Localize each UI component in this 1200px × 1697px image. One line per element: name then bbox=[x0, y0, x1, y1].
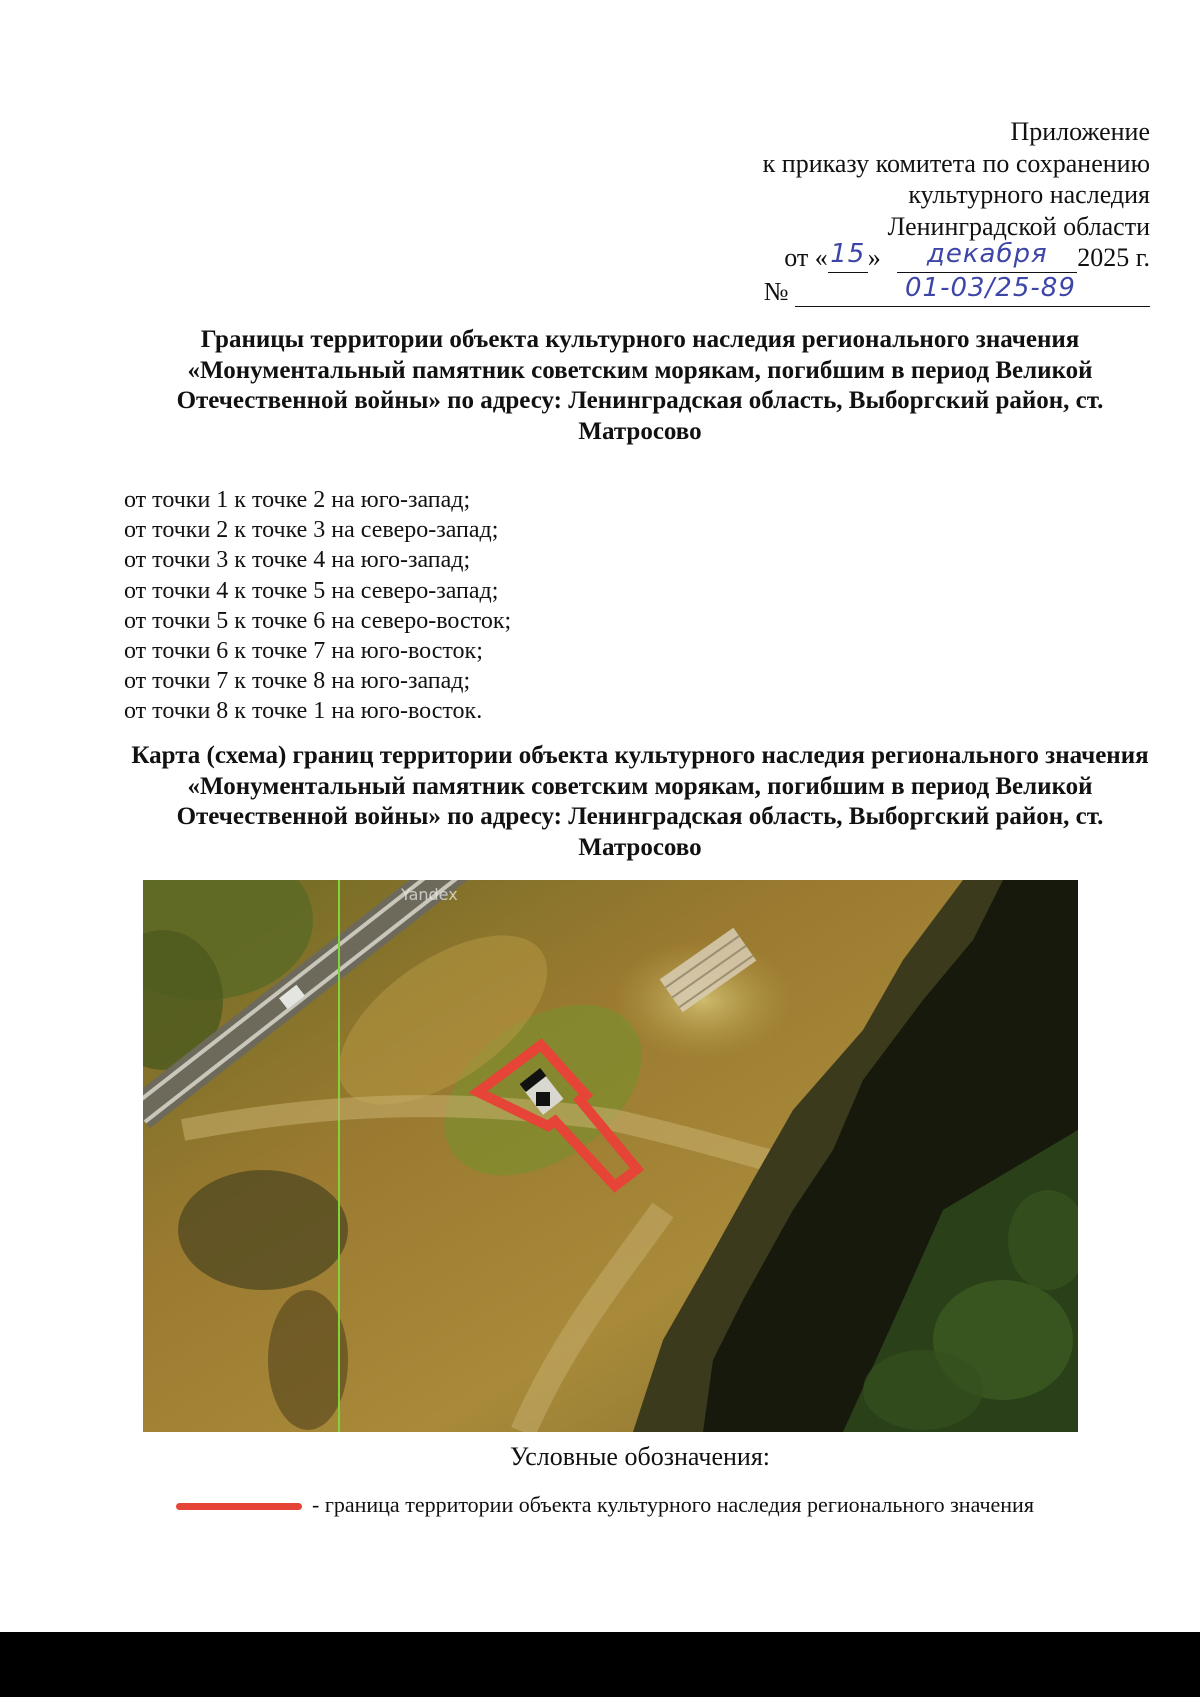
direction-item: от точки 5 к точке 6 на северо-восток; bbox=[124, 607, 512, 634]
document-title: Границы территории объекта культурного наследия регионального значения «Монументальный памятник советским морякам, погибшим в период Великой Отечественной войны» по адресу: Ленинградская область, Выборгский район, ст. Матросово bbox=[176, 326, 1104, 445]
appendix-line-4: Ленинградской области bbox=[887, 211, 1150, 241]
direction-item: от точки 4 к точке 5 на северо-запад; bbox=[124, 577, 499, 604]
legend-title: Условные обозначения: bbox=[509, 1442, 771, 1471]
direction-item: от точки 8 к точке 1 на юго-восток. bbox=[124, 698, 483, 725]
date-day: 15 bbox=[830, 239, 866, 269]
number-label: № bbox=[763, 276, 789, 306]
appendix-number-row bbox=[763, 272, 1150, 308]
appendix-line-1: Приложение bbox=[1010, 117, 1150, 146]
directions-list bbox=[124, 485, 511, 727]
direction-item: от точки 3 к точке 4 на юго-запад; bbox=[124, 547, 471, 574]
number-value: 01-03/25-89 bbox=[905, 272, 1076, 303]
date-year: 2025 г. bbox=[1077, 243, 1150, 272]
date-month: декабря bbox=[926, 239, 1048, 269]
direction-item: от точки 6 к точке 7 на юго-восток; bbox=[124, 638, 483, 665]
map-title: Карта (схема) границ территории объекта культурного наследия регионального значения «Монументальный памятник советским морякам, погибшим в период Великой Отечественной войны» по адресу: Ленинградская область, Выборгский район, ст. Матросово bbox=[131, 742, 1149, 861]
date-day-blank bbox=[828, 239, 868, 273]
date-prefix: от « bbox=[784, 243, 828, 272]
direction-item: от точки 7 к точке 8 на юго-запад; bbox=[124, 668, 471, 695]
direction-item: от точки 2 к точке 3 на северо-запад; bbox=[124, 517, 499, 544]
map-watermark: Yandex bbox=[401, 885, 458, 904]
number-blank bbox=[795, 272, 1150, 307]
appendix-header bbox=[763, 116, 1150, 307]
appendix-date-row bbox=[763, 239, 1150, 274]
legend-boundary-label: - граница территории объекта культурного наследия регионального значения bbox=[312, 1492, 1034, 1517]
scan-bottom-bar bbox=[0, 1632, 1200, 1697]
satellite-map bbox=[143, 880, 1078, 1432]
appendix-line-3: культурного наследия bbox=[908, 180, 1150, 209]
date-mid: » bbox=[867, 243, 881, 272]
date-month-blank bbox=[897, 239, 1077, 273]
appendix-line-2: к приказу комитета по сохранению bbox=[762, 148, 1150, 178]
direction-item: от точки 1 к точке 2 на юго-запад; bbox=[124, 487, 471, 513]
legend-boundary-swatch bbox=[176, 1503, 302, 1510]
